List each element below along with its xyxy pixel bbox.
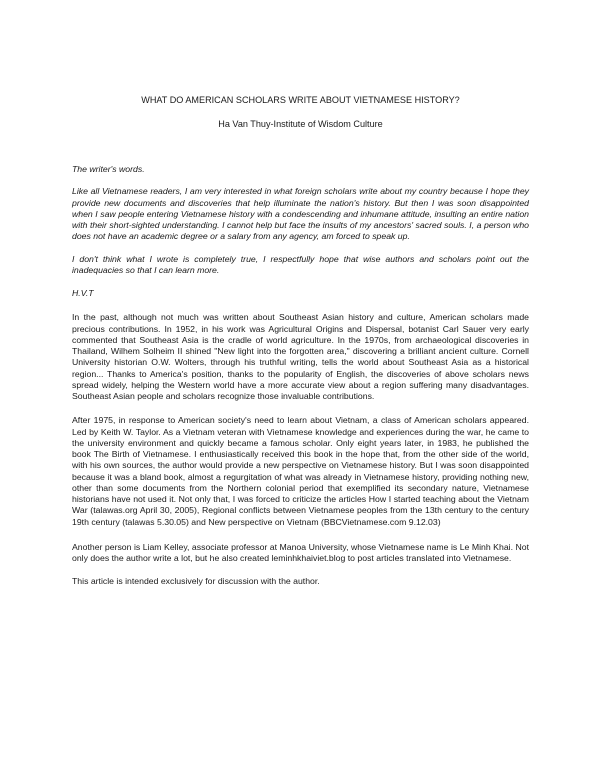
writers-words-paragraph: Like all Vietnamese readers, I am very interested in what foreign scholars write about my country because I hope they provide new documents and discoveries that help illuminate the nation's history. But then I was soon disappointed when I saw people entering Vietnamese history with a condescending and inhumane attitude, insulting an entire nation with their short-sighted understanding. I cannot help but face the insults of my ancestors' sacred souls. I, a person who does not have an academic degree or a salary from any agency, am forced to speak up. xyxy=(72,186,529,242)
body-paragraph-liam-kelley: Another person is Liam Kelley, associate professor at Manoa University, whose Vietnamese name is Le Minh Khai. Not only does the author write a lot, but he also created leminhkhaiviet.blog to post articles translated into Vietnamese. xyxy=(72,541,529,563)
document-page xyxy=(72,94,529,588)
writers-words-heading: The writer's words. xyxy=(72,164,145,174)
writer-initials: H.V.T xyxy=(72,288,94,298)
body-paragraph-discussion: This article is intended exclusively for discussion with the author. xyxy=(72,576,320,587)
writers-hope-paragraph: I don't think what I wrote is completely true, I respectfully hope that wise authors and scholars point out the inadequacies so that I can learn more. xyxy=(72,253,529,275)
body-paragraph-southeast-asia: In the past, although not much was written about Southeast Asian history and culture, American scholars made precious contributions. In 1952, in his work was Agricultural Origins and Dispersal, botanist Carl Sauer very early commented that Southeast Asia is the cradle of world agriculture. In the 1970s, from archaeological discoveries in Thailand, Wilhem Solheim II shined "New light into the forgotten area," discovering a brilliant ancient culture. Cornell University historian O.W. Wolters, through his truthful writing, tells the world about Southeast Asia as a historical region... Thanks to America's position, thanks to the popularity of English, the discoveries of above scholars news spread widely, helping the Western world have a more accurate view about a region suffering many disadvantages. Southeast Asian people and scholars recognize those invaluable contributions. xyxy=(72,312,529,401)
document-title: WHAT DO AMERICAN SCHOLARS WRITE ABOUT VIETNAMESE HISTORY? xyxy=(141,95,460,105)
author-line: Ha Van Thuy-Institute of Wisdom Culture xyxy=(218,119,383,129)
body-paragraph-after-1975: After 1975, in response to American society's need to learn about Vietnam, a class of American scholars appeared. Led by Keith W. Taylor. As a Vietnam veteran with Vietnamese knowledge and experiences during the war, he came to the university environment and quickly became a famous scholar. Only eight years later, in 1983, he published the book The Birth of Vietnamese. I enthusiastically received this book in the hope that, from the other side of the world, with his own sources, the author would provide a new perspective on Vietnamese history. But I was soon disappointed because it was a bland book, almost a regurgitation of what was already in Vietnamese history, providing nothing new, other than some documents from the Northern colonial period that exemplified its secondary nature, Vietnamese historians have not used it. Not only that, I was forced to criticize the articles How I started teaching about the Vietnam War (talawas.org April 30, 2005), Regional conflicts between Vietnamese peoples from the 13th century to the century 19th century (talawas 5.30.05) and New perspective on Vietnam (BBCVietnamese.com 9.12.03) xyxy=(72,415,529,527)
